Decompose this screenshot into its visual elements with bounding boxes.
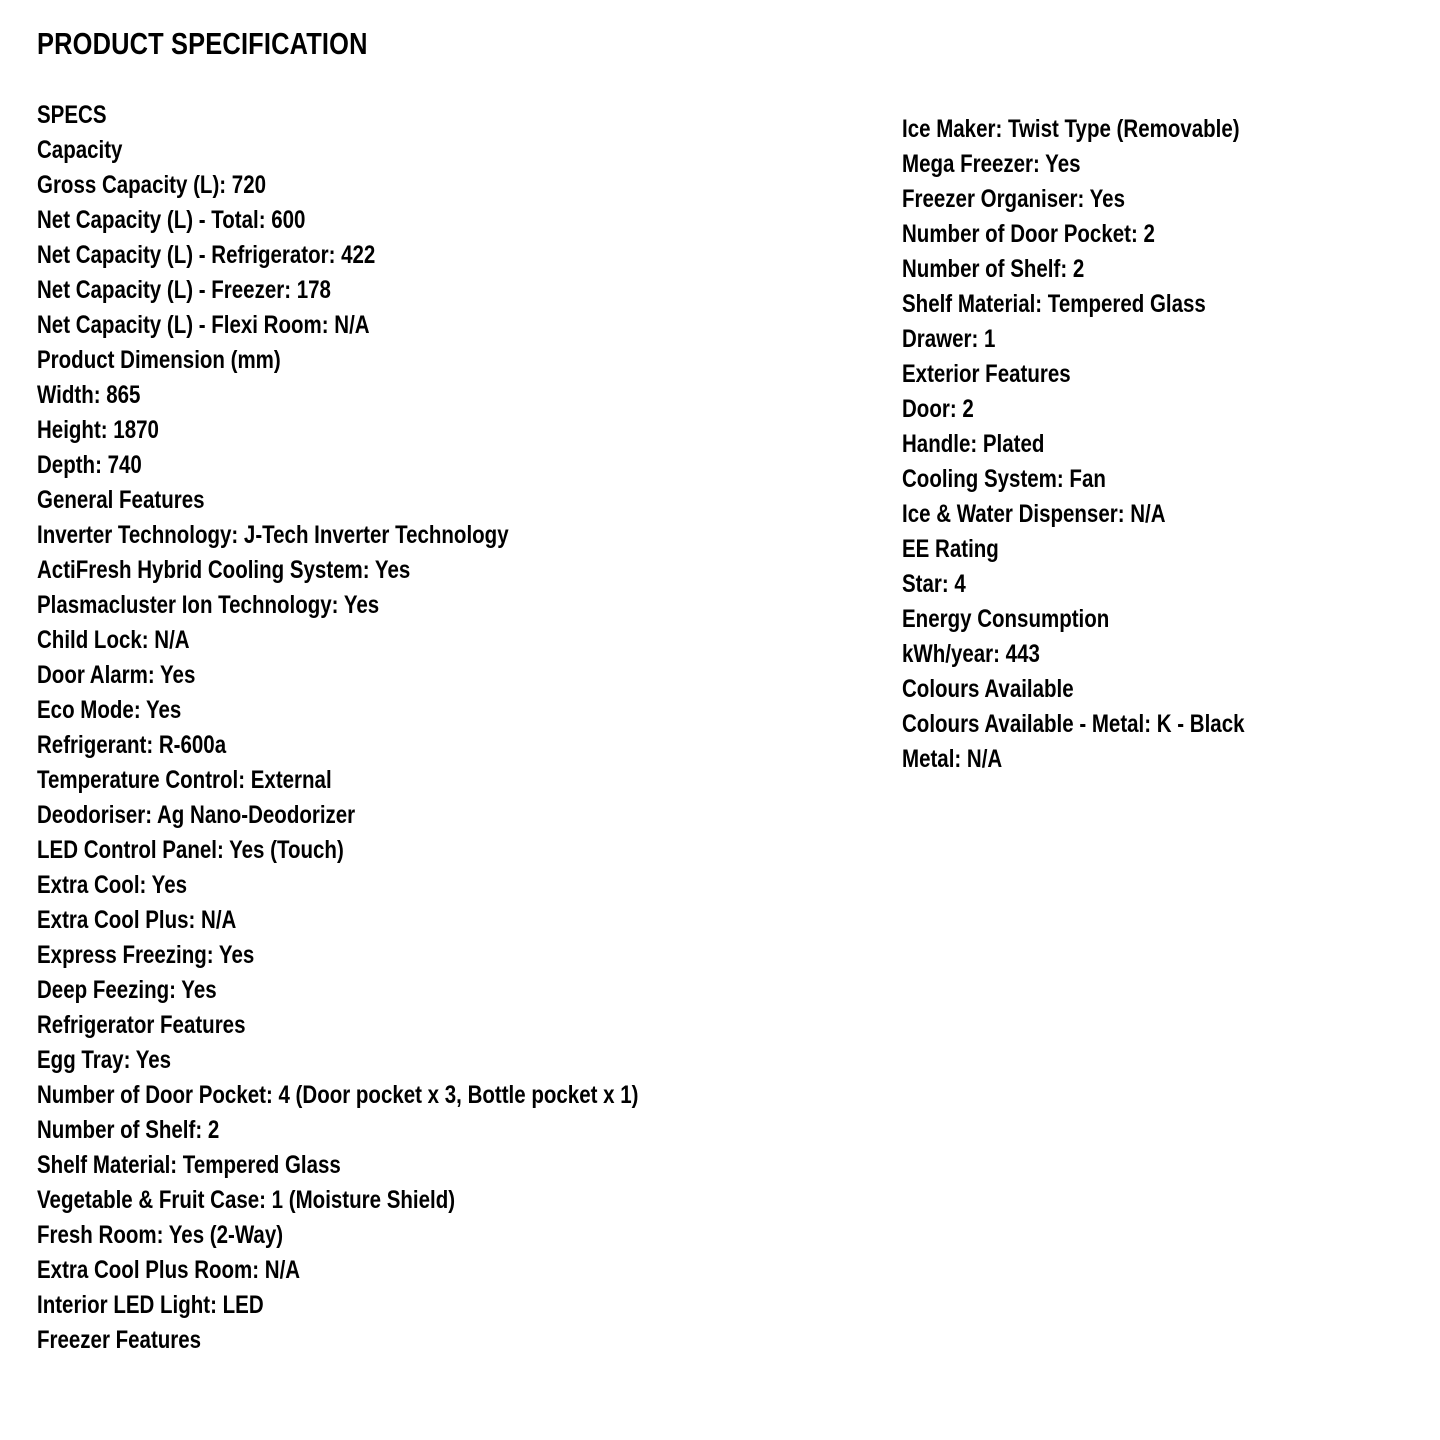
spec-line: Star: 4	[902, 570, 966, 598]
spec-list-left	[37, 98, 770, 1358]
spec-line: Product Dimension (mm)	[37, 346, 281, 374]
spec-line: Deep Feezing: Yes	[37, 976, 217, 1004]
spec-line: LED Control Panel: Yes (Touch)	[37, 836, 344, 864]
spec-line: Exterior Features	[902, 360, 1071, 388]
spec-line: Capacity	[37, 136, 123, 164]
spec-line: Shelf Material: Tempered Glass	[902, 290, 1206, 318]
spec-line: Depth: 740	[37, 451, 142, 479]
spec-line: Net Capacity (L) - Flexi Room: N/A	[37, 311, 370, 339]
spec-line: Number of Door Pocket: 4 (Door pocket x 3, Bottle pocket x 1)	[37, 1081, 639, 1109]
spec-line: Express Freezing: Yes	[37, 941, 255, 969]
spec-line: kWh/year: 443	[902, 640, 1040, 668]
spec-line: Inverter Technology: J-Tech Inverter Technology	[37, 521, 509, 549]
spec-line: Refrigerant: R-600a	[37, 731, 227, 759]
spec-line: Colours Available	[902, 675, 1074, 703]
spec-line: Eco Mode: Yes	[37, 696, 182, 724]
spec-line: Net Capacity (L) - Total: 600	[37, 206, 306, 234]
spec-line: Fresh Room: Yes (2-Way)	[37, 1221, 284, 1249]
spec-line: Extra Cool Plus Room: N/A	[37, 1256, 301, 1284]
spec-line: Extra Cool: Yes	[37, 871, 188, 899]
spec-line: Drawer: 1	[902, 325, 996, 353]
spec-line: Plasmacluster Ion Technology: Yes	[37, 591, 380, 619]
spec-line: Number of Shelf: 2	[902, 255, 1085, 283]
spec-line: Mega Freezer: Yes	[902, 150, 1081, 178]
spec-line: Ice & Water Dispenser: N/A	[902, 500, 1166, 528]
spec-line: Refrigerator Features	[37, 1011, 246, 1039]
spec-line: Deodoriser: Ag Nano-Deodorizer	[37, 801, 356, 829]
spec-line: Shelf Material: Tempered Glass	[37, 1151, 341, 1179]
spec-line: EE Rating	[902, 535, 999, 563]
spec-list-right	[902, 112, 1320, 777]
spec-line: General Features	[37, 486, 205, 514]
spec-line: Number of Shelf: 2	[37, 1116, 220, 1144]
spec-line: Handle: Plated	[902, 430, 1045, 458]
spec-line: Vegetable & Fruit Case: 1 (Moisture Shield)	[37, 1186, 456, 1214]
spec-line: Temperature Control: External	[37, 766, 332, 794]
spec-line: Child Lock: N/A	[37, 626, 190, 654]
spec-line: Interior LED Light: LED	[37, 1291, 264, 1319]
spec-line: Width: 865	[37, 381, 141, 409]
spec-line: Number of Door Pocket: 2	[902, 220, 1155, 248]
spec-line: Egg Tray: Yes	[37, 1046, 172, 1074]
spec-line: Door Alarm: Yes	[37, 661, 196, 689]
spec-line: Metal: N/A	[902, 745, 1003, 773]
spec-line: SPECS	[37, 101, 107, 129]
spec-line: Cooling System: Fan	[902, 465, 1106, 493]
spec-line: Colours Available - Metal: K - Black	[902, 710, 1245, 738]
page-title: PRODUCT SPECIFICATION	[37, 26, 368, 61]
spec-line: Height: 1870	[37, 416, 159, 444]
spec-line: ActiFresh Hybrid Cooling System: Yes	[37, 556, 411, 584]
spec-line: Net Capacity (L) - Freezer: 178	[37, 276, 331, 304]
spec-line: Door: 2	[902, 395, 974, 423]
spec-line: Net Capacity (L) - Refrigerator: 422	[37, 241, 376, 269]
spec-line: Gross Capacity (L): 720	[37, 171, 266, 199]
spec-line: Freezer Organiser: Yes	[902, 185, 1125, 213]
spec-line: Extra Cool Plus: N/A	[37, 906, 237, 934]
spec-line: Ice Maker: Twist Type (Removable)	[902, 115, 1240, 143]
spec-line: Energy Consumption	[902, 605, 1110, 633]
spec-line: Freezer Features	[37, 1326, 202, 1354]
